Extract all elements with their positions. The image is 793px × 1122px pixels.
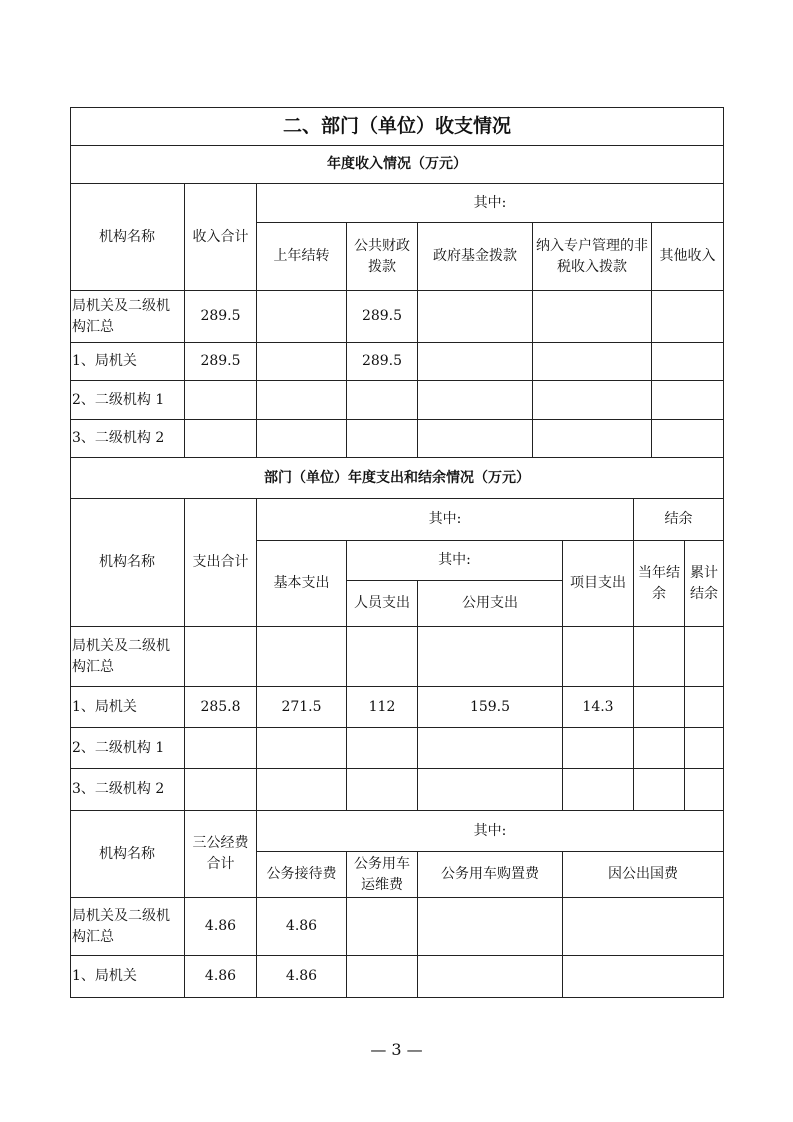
value-cell	[185, 627, 257, 687]
table-row	[71, 898, 724, 956]
value-cell: 289.5	[185, 343, 257, 381]
row-name-cell: 局机关及二级机构汇总	[71, 291, 185, 343]
value-cell	[418, 956, 563, 998]
row-name-cell: 局机关及二级机构汇总	[71, 627, 185, 687]
row-name-cell: 1、局机关	[71, 343, 185, 381]
value-cell	[257, 420, 347, 458]
value-cell	[257, 381, 347, 420]
value-cell: 289.5	[347, 291, 418, 343]
value-cell	[533, 291, 652, 343]
col-header-among: 其中:	[257, 184, 724, 223]
col-header-current: 当年结余	[634, 541, 685, 627]
value-cell	[257, 769, 347, 811]
col-header: 其他收入	[652, 223, 724, 291]
col-header-among: 其中:	[347, 541, 563, 581]
col-header: 上年结转	[257, 223, 347, 291]
value-cell: 4.86	[185, 956, 257, 998]
value-cell	[185, 381, 257, 420]
value-cell	[533, 381, 652, 420]
row-name-cell: 3、二级机构 2	[71, 420, 185, 458]
col-header-accum: 累计结余	[685, 541, 724, 627]
table-row	[71, 343, 724, 381]
value-cell	[418, 728, 563, 769]
row-name-cell: 2、二级机构 1	[71, 728, 185, 769]
col-header: 公务用车购置费	[418, 852, 563, 898]
table-row	[71, 627, 724, 687]
value-cell	[347, 627, 418, 687]
col-header: 纳入专户管理的非税收入拨款	[533, 223, 652, 291]
value-cell: 289.5	[185, 291, 257, 343]
value-cell	[418, 291, 533, 343]
value-cell	[652, 381, 724, 420]
table-row	[71, 291, 724, 343]
col-header-name: 机构名称	[71, 499, 185, 627]
row-name-cell: 3、二级机构 2	[71, 769, 185, 811]
value-cell: 271.5	[257, 687, 347, 728]
col-header-name: 机构名称	[71, 184, 185, 291]
page-number: — 3 —	[370, 1040, 423, 1059]
value-cell	[257, 343, 347, 381]
value-cell	[418, 343, 533, 381]
value-cell	[418, 769, 563, 811]
value-cell	[185, 728, 257, 769]
col-header: 公共财政拨款	[347, 223, 418, 291]
value-cell: 4.86	[257, 956, 347, 998]
value-cell	[185, 420, 257, 458]
value-cell	[652, 291, 724, 343]
table-row	[71, 956, 724, 998]
value-cell: 112	[347, 687, 418, 728]
value-cell	[563, 627, 634, 687]
row-name-cell: 1、局机关	[71, 687, 185, 728]
col-header-among: 其中:	[257, 811, 724, 852]
col-header: 公务用车运维费	[347, 852, 418, 898]
value-cell	[347, 769, 418, 811]
value-cell	[533, 343, 652, 381]
value-cell	[563, 728, 634, 769]
value-cell	[634, 769, 685, 811]
budget-table	[70, 107, 724, 998]
value-cell	[685, 769, 724, 811]
table-row	[71, 381, 724, 420]
value-cell: 285.8	[185, 687, 257, 728]
value-cell	[652, 343, 724, 381]
table-row	[71, 420, 724, 458]
value-cell	[634, 627, 685, 687]
value-cell	[652, 420, 724, 458]
value-cell	[418, 420, 533, 458]
value-cell: 4.86	[185, 898, 257, 956]
row-name-cell: 局机关及二级机构汇总	[71, 898, 185, 956]
col-header-project: 项目支出	[563, 541, 634, 627]
value-cell	[185, 769, 257, 811]
value-cell	[347, 420, 418, 458]
col-header-basic: 基本支出	[257, 541, 347, 627]
expense-subtitle: 部门（单位）年度支出和结余情况（万元）	[71, 458, 724, 499]
value-cell	[347, 728, 418, 769]
row-name-cell: 2、二级机构 1	[71, 381, 185, 420]
value-cell	[347, 381, 418, 420]
value-cell	[563, 898, 724, 956]
col-header: 公务接待费	[257, 852, 347, 898]
value-cell	[347, 956, 418, 998]
value-cell	[685, 687, 724, 728]
value-cell	[257, 627, 347, 687]
value-cell	[533, 420, 652, 458]
value-cell	[634, 728, 685, 769]
table-row	[71, 687, 724, 728]
value-cell	[257, 728, 347, 769]
col-header-name: 机构名称	[71, 811, 185, 898]
value-cell: 289.5	[347, 343, 418, 381]
value-cell	[418, 627, 563, 687]
col-header-total: 支出合计	[185, 499, 257, 627]
value-cell	[685, 728, 724, 769]
table-row	[71, 769, 724, 811]
value-cell	[418, 381, 533, 420]
table-title: 二、部门（单位）收支情况	[71, 108, 724, 146]
value-cell	[563, 956, 724, 998]
col-header-staff: 人员支出	[347, 581, 418, 627]
table-row	[71, 728, 724, 769]
row-name-cell: 1、局机关	[71, 956, 185, 998]
value-cell: 159.5	[418, 687, 563, 728]
value-cell	[634, 687, 685, 728]
value-cell	[347, 898, 418, 956]
col-header: 因公出国费	[563, 852, 724, 898]
col-header-total: 三公经费合计	[185, 811, 257, 898]
value-cell: 14.3	[563, 687, 634, 728]
col-header-total: 收入合计	[185, 184, 257, 291]
col-header-among: 其中:	[257, 499, 634, 541]
value-cell	[685, 627, 724, 687]
col-header-public: 公用支出	[418, 581, 563, 627]
value-cell	[563, 769, 634, 811]
value-cell	[418, 898, 563, 956]
value-cell	[257, 291, 347, 343]
col-header-balance: 结余	[634, 499, 724, 541]
value-cell: 4.86	[257, 898, 347, 956]
col-header: 政府基金拨款	[418, 223, 533, 291]
income-subtitle: 年度收入情况（万元）	[71, 146, 724, 184]
